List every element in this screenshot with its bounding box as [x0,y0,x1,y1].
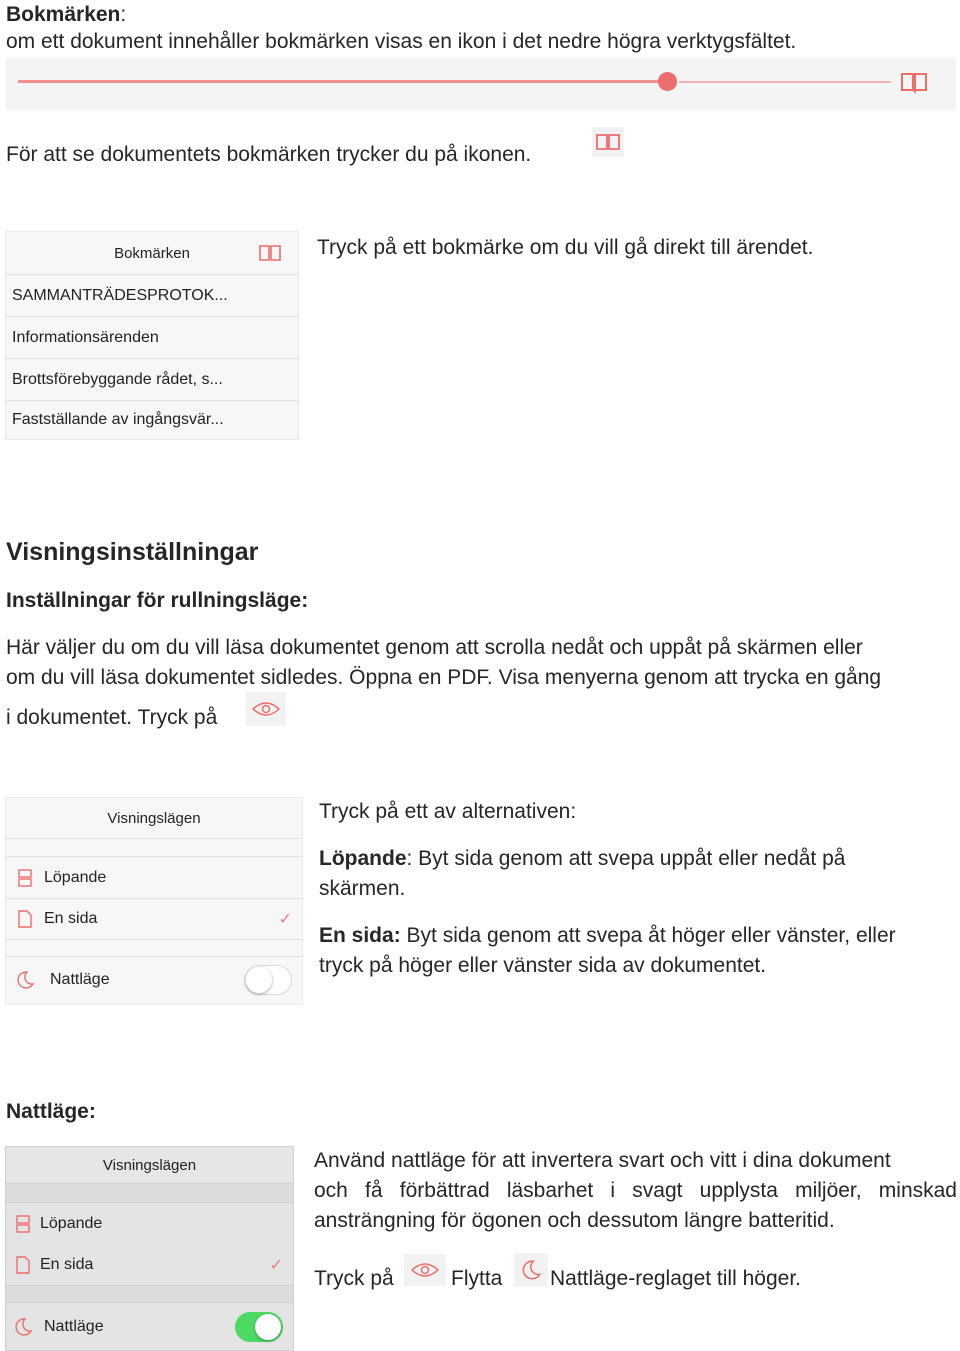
option-label: Löpande [44,868,107,886]
page-icon [14,910,36,928]
view-modes-header [6,798,302,839]
page-slider-toolbar[interactable] [6,58,956,110]
night-mode-heading: Nattläge: [6,1100,96,1123]
panel-title: Bokmärken [114,244,190,262]
slider-track-filled [18,80,673,83]
book-icon [592,127,624,157]
paragraph-line: om du vill läsa dokumentet sidledes. Öppna en PDF. Visa menyerna genom att trycka en gång [6,666,882,689]
bookmarks-panel-header [6,232,298,275]
panel-title: Visningslägen [107,809,201,827]
option-continuous[interactable] [6,856,302,899]
bookmarks-intro: om ett dokument innehåller bokmärken visas en ikon i det nedre högra verktygsfältet. [6,30,797,53]
bookmark-item[interactable] [6,275,298,317]
moon-icon [12,1317,34,1337]
option-label: Nattläge [50,971,110,988]
bookmark-label: Fastställande av ingångsvär... [12,411,224,428]
option-single-page[interactable] [6,898,302,940]
moon-icon [514,1253,548,1287]
display-settings-heading: Visningsinställningar [6,538,259,566]
heading-text: Bokmärken [6,3,121,26]
night-mode-paragraph-line: ansträngning för ögonen och dessutom längre batteritid. [314,1209,835,1232]
paragraph-line: Här väljer du om du vill läsa dokumentet genom att scrolla nedåt och uppåt på skärmen eller [6,636,863,659]
option-single-description-cont: tryck på höger eller vänster sida av dokumentet. [319,954,767,977]
option-desc: : Byt sida genom att svepa uppåt eller nedåt på [406,847,846,870]
night-mode-paragraph-line: och få förbättrad läsbarhet i svagt upplysta miljöer, minskad [314,1179,957,1202]
option-continuous[interactable] [6,1202,293,1245]
page-icon [12,1256,34,1274]
option-label: En sida [40,1255,94,1273]
eye-icon [246,692,286,726]
option-term: Löpande [319,847,407,870]
bookmark-label: Informationsärenden [12,328,159,346]
bookmark-item[interactable] [6,359,298,401]
book-icon [258,243,282,267]
night-mode-toggle[interactable] [244,965,292,995]
panel-title: Visningslägen [102,1156,197,1174]
option-label: En sida [44,909,98,927]
bookmarks-panel [5,231,299,440]
document-icon [12,1215,34,1233]
document-icon [14,869,36,887]
options-intro: Tryck på ett av alternativen: [319,800,577,823]
night-mode-toggle[interactable] [235,1312,283,1342]
bookmark-label: Brottsförebyggande rådet, s... [12,370,223,388]
view-modes-panel-night [5,1146,294,1351]
night-mode-paragraph-line: Använd nattläge för att invertera svart och vitt i dina dokument [314,1149,891,1172]
bookmarks-tap-icon-text: För att se dokumentets bokmärken trycker du på ikonen. [6,143,532,166]
option-term: En sida: [319,924,401,947]
option-night-mode [6,1302,293,1351]
bookmarks-heading [6,0,126,30]
toggle-knob [255,1314,281,1340]
toggle-knob [246,967,272,993]
heading-colon: : [120,3,127,26]
option-continuous-description-cont: skärmen. [319,877,406,900]
option-label: Nattläge [44,1318,104,1335]
scroll-mode-subheading: Inställningar för rullningsläge: [6,589,309,612]
book-icon[interactable] [899,70,929,99]
option-night-mode [6,956,302,1003]
bookmark-item[interactable] [6,401,298,439]
bookmark-item[interactable] [6,317,298,359]
view-modes-panel [5,797,303,1005]
bookmarks-instruction: Tryck på ett bokmärke om du vill gå direkt till ärendet. [317,236,814,259]
option-single-page[interactable] [6,1244,293,1286]
toggle-instruction: Nattläge-reglaget till höger. [550,1267,801,1290]
bookmark-label: SAMMANTRÄDESPROTOK... [12,286,228,304]
tap-text: Tryck på [314,1267,394,1290]
paragraph-line: i dokumentet. Tryck på [6,706,218,729]
option-continuous-description [319,844,939,874]
eye-icon [404,1254,446,1286]
slider-knob[interactable] [658,72,677,91]
checkmark-icon: ✓ [269,1256,283,1274]
option-desc: Byt sida genom att svepa åt höger eller vänster, eller [400,924,896,947]
checkmark-icon: ✓ [278,910,292,928]
moon-icon [14,970,36,990]
slider-track-empty [679,81,891,83]
view-modes-header [6,1147,293,1184]
option-label: Löpande [40,1214,103,1232]
move-text: Flytta [451,1267,503,1290]
option-single-description [319,921,949,951]
